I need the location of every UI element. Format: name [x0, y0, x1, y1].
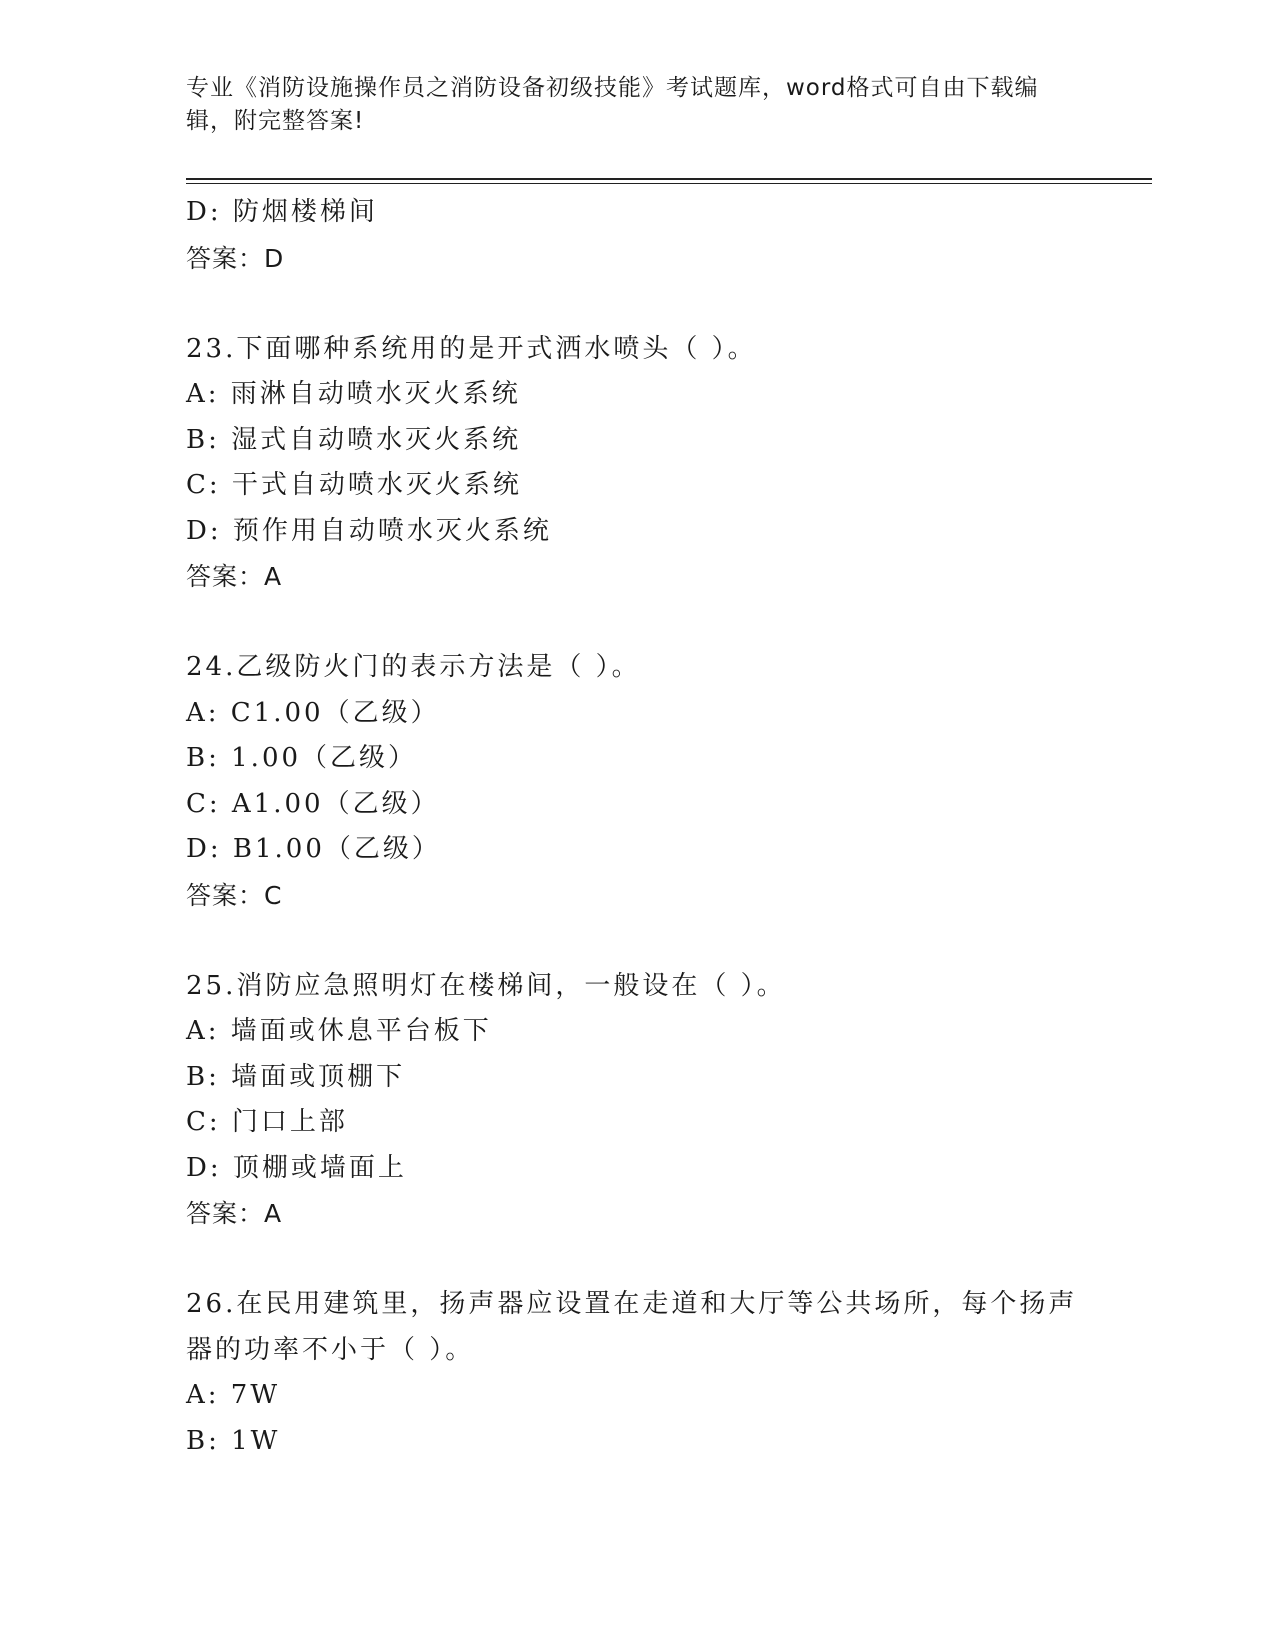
- option-b: B: 1.00（乙级）: [186, 743, 418, 773]
- question-stem-line-2: 器的功率不小于（ ）。: [186, 1334, 475, 1365]
- option-d: D: 防烟楼梯间: [186, 197, 378, 227]
- question-stem-line-1: 26.在民用建筑里，扬声器应设置在走道和大厅等公共场所，每个扬声: [186, 1289, 1078, 1319]
- option-c: C: 门口上部: [186, 1107, 348, 1137]
- option-b: B: 湿式自动喷水灭火系统: [186, 424, 522, 455]
- question-stem: 25.消防应急照明灯在楼梯间，一般设在（ ）。: [186, 970, 786, 1001]
- option-b: B: 墙面或顶棚下: [186, 1061, 406, 1092]
- option-d: D: 预作用自动喷水灭火系统: [186, 515, 552, 546]
- spacer: [186, 600, 1152, 646]
- question-stem: 23.下面哪种系统用的是开式洒水喷头（ ）。: [186, 333, 757, 364]
- header-line-2: 辑，附完整答案!: [186, 108, 365, 134]
- spacer: [186, 1237, 1152, 1283]
- option-c: C: A1.00（乙级）: [186, 788, 440, 819]
- spacer: [186, 918, 1152, 964]
- header-divider-thin: [186, 183, 1152, 184]
- question-block: [186, 964, 1152, 1237]
- spacer: [186, 281, 1152, 327]
- option-a: A: 墙面或休息平台板下: [186, 1016, 492, 1046]
- question-block: [186, 645, 1152, 918]
- question-block: [186, 327, 1152, 600]
- header-line-1: 专业《消防设施操作员之消防设备初级技能》考试题库，word格式可自由下载编: [186, 75, 1039, 101]
- header-divider: [186, 178, 1152, 180]
- question-block: [186, 1282, 1152, 1464]
- option-a: A: 7W: [186, 1380, 281, 1410]
- answer-line: 答案：A: [186, 562, 283, 591]
- option-a: A: 雨淋自动喷水灭火系统: [186, 379, 521, 409]
- option-d: D: 顶棚或墙面上: [186, 1152, 407, 1183]
- answer-line: 答案：A: [186, 1199, 283, 1228]
- option-c: C: 干式自动喷水灭火系统: [186, 470, 522, 500]
- answer-line: 答案：D: [186, 243, 285, 273]
- question-list: [186, 190, 1152, 1464]
- question-stem: 24.乙级防火门的表示方法是（ ）。: [186, 652, 641, 682]
- option-a: A: C1.00（乙级）: [186, 697, 440, 728]
- document-header: [186, 72, 1086, 138]
- answer-line: 答案：C: [186, 880, 283, 910]
- option-b: B: 1W: [186, 1425, 281, 1456]
- option-d: D: B1.00（乙级）: [186, 834, 441, 864]
